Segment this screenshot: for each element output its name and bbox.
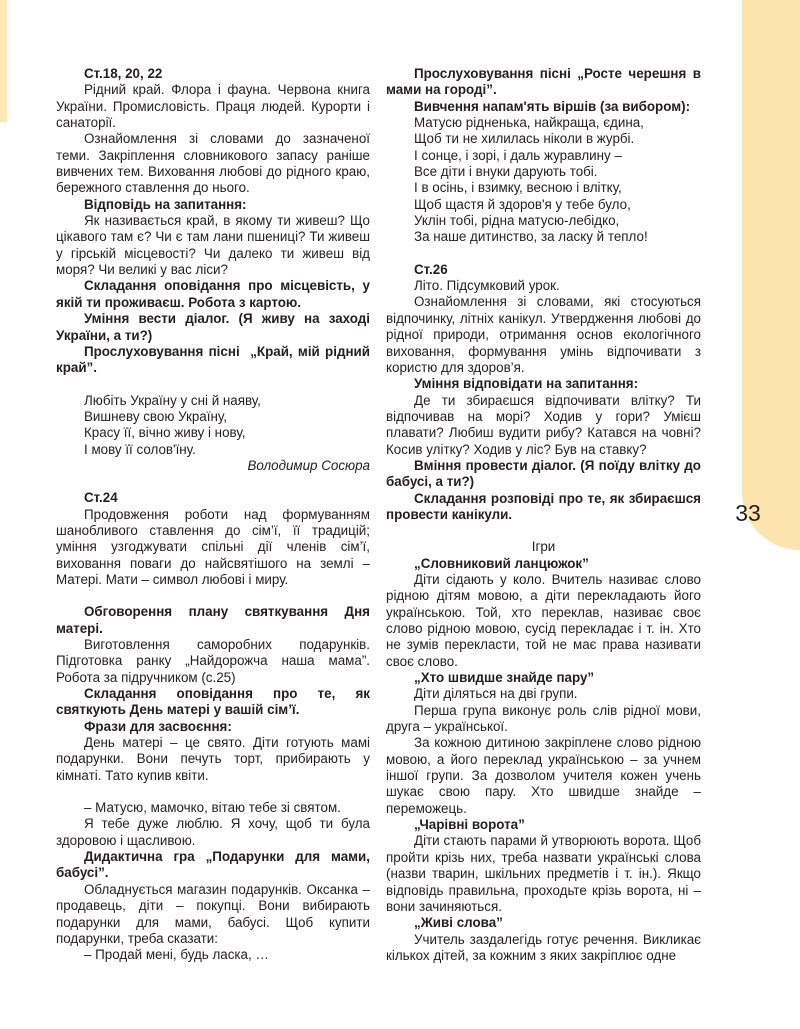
section-topic: Рідний край. Флора і фауна. Червона книга України. Промисловість. Праця людей. Курорти і санаторії.	[56, 82, 370, 131]
poem	[386, 115, 701, 246]
section-heading: Ст.18, 20, 22	[84, 66, 163, 81]
dialog-line: Я тебе дуже люблю. Я хочу, щоб ти була здоровою і щасливою.	[56, 816, 370, 848]
game-title: „Хто швидше знайде пару”	[414, 670, 595, 686]
task-heading: Вивчення напам'ять віршів (за вибором):	[414, 98, 691, 114]
game-text: Учитель заздалегідь готує речення. Викликає кількох дітей, за кожним з яких закріплює одне	[386, 931, 701, 963]
poem-line: Матусю рідненька, найкраща, єдина,	[414, 115, 644, 131]
poem-line: І сонце, і зорі, і даль журавлину –	[414, 147, 622, 163]
page-number: 33	[735, 500, 761, 526]
poem-line: І мову її солов'їну.	[84, 441, 196, 457]
section-heading: Ст.26	[414, 261, 448, 277]
right-edge-tab	[742, 0, 800, 550]
spacer	[56, 377, 370, 393]
task-heading: Фрази для засвоєння:	[84, 718, 232, 734]
game-title: „Живі слова”	[414, 915, 503, 931]
poem-line: Красу її, вічно живу і нову,	[84, 425, 246, 441]
dialog-line: – Матусю, мамочко, вітаю тебе зі святом.	[84, 800, 341, 816]
poem-line: Вишневу свою Україну,	[84, 408, 227, 424]
task-heading: Складання оповідання про місцевість, у якій ти проживаєш. Робота з картою.	[56, 278, 370, 310]
games-heading: Ігри	[531, 539, 556, 555]
poem-line: За наше дитинство, за ласку й тепло!	[414, 229, 648, 245]
left-edge-tab	[0, 0, 7, 122]
spacer	[386, 523, 701, 539]
game-text: Діти стають парами й утворюють ворота. Щоб пройти крізь них, треба назвати українські слова (назви тварин, шкільних предметів і т. ін.). Якщо відповідь правильна, проходьте крізь ворота, ні – вони зачиняються.	[386, 833, 701, 914]
section-goal: Продовження роботи над формуванням шанобливого ставлення до сім’ї, її традицій; уміння узгоджувати спільні дії членів сім’ї, виховання поваги до найсвятішого на землі – Матері. Мати – символ любові і миру.	[56, 506, 370, 587]
game-text: Перша група виконує роль слів рідної мови, друга – української.	[386, 702, 701, 735]
task-heading: Складання розповіді про те, як збираєшся провести канікули.	[386, 490, 701, 522]
spacer	[56, 784, 370, 800]
game-text: Діти діляться на дві групи.	[414, 686, 578, 702]
left-column	[56, 66, 370, 964]
game-text: Діти сідають у коло. Вчитель називає слово рідною дітям мовою, а діти перекладають його українською. Той, хто переклав, називає своє слово рідною мовою, сусід перекладає і т. ін. Хто не зумів перекласти, той не має права називати своє слово.	[386, 571, 701, 669]
section-goal: Ознайомлення зі словами до зазначеної теми. Закріплення словникового запасу раніше вивчених тем. Виховання любові до рідного краю, бережного ставлення до нього.	[56, 131, 370, 196]
task-heading: Прослуховування пісні „Край, мій рідний край”.	[56, 343, 370, 376]
poem-line: Щоб ти не хилилась ніколи в журбі.	[414, 131, 635, 147]
task-heading: Уміння відповідати на запитання:	[414, 376, 639, 392]
spacer	[386, 246, 701, 262]
poem-line: Уклін тобі, рідна матусю-лебідко,	[414, 213, 620, 229]
poem-line: Все діти і внуки дарують тобі.	[414, 164, 598, 180]
task-questions: Де ти збираєшся відпочивати влітку? Ти відпочивав на морі? Ходив у гори? Умієш плавати? Любиш вудити рибу? Катався на човні? Косив улітку? Ходив у ліс? Був на ставку?	[386, 392, 701, 457]
right-column	[386, 66, 701, 964]
section-goal: Ознайомлення зі словами, які стосуються відпочинку, літніх канікул. Утвердження любові до рідної природи, отримання основ екологічного виховання, формування умінь відпочивати з користю для здоров’я.	[386, 294, 701, 375]
poem-line: Щоб щастя й здоров'я у тебе було,	[414, 196, 631, 212]
task-heading: Вміння провести діалог. (Я поїду влітку до бабусі, а ти?)	[386, 457, 701, 490]
task-heading: Дидактична гра „Подарунки для мами, бабусі”.	[56, 849, 370, 881]
task-heading: Відповідь на запитання:	[84, 196, 247, 212]
task-questions: Як називається край, в якому ти живеш? Що цікавого там є? Чи є там лани пшениці? Ти живеш у гірській місцевості? Чи далеко ти живеш від моря? Чи великі у вас ліси?	[56, 213, 370, 278]
section-topic: Літо. Підсумковий урок.	[414, 278, 560, 294]
task-heading: Обговорення плану святкування Дня матері.	[56, 604, 370, 636]
task-text: День матері – це свято. Діти готують мамі подарунки. Вони печуть торт, прибирають у кімнаті. Тато купив квіти.	[56, 735, 370, 783]
game-text: За кожною дитиною закріплене слово рідною мовою, а його переклад українською – за учнем іншої групи. За дозволом учителя кожен учень шукає свою пару. Хто швидше знайде – переможець.	[386, 735, 701, 816]
task-heading: Уміння вести діалог. (Я живу на заході України, а ти?)	[56, 311, 370, 343]
spacer	[56, 474, 370, 490]
poem-line: І в осінь, і взимку, весною і влітку,	[414, 180, 622, 196]
poem-line: Любіть Україну у сні й наяву,	[84, 392, 261, 408]
task-heading: Складання оповідання про те, як святкують День матері у вашій сім’ї.	[56, 686, 370, 718]
spacer	[56, 588, 370, 604]
poem-author: Володимир Сосюра	[247, 457, 370, 473]
game-title: „Чарівні ворота”	[414, 817, 525, 833]
task-text: Виготовлення саморобних подарунків. Підготовка ранку „Найдорожча наша мама”. Робота за підручником (с.25)	[56, 637, 370, 685]
task-text: Обладнується магазин подарунків. Оксанка – продавець, діти – покупці. Вони вибирають подарунки для мами, бабусі. Щоб купити подарунки, треба сказати:	[56, 881, 370, 946]
game-title: „Словниковий ланцюжок”	[414, 555, 589, 571]
section-heading: Ст.24	[84, 490, 118, 506]
task-heading: Прослуховування пісні „Росте черешня в мами на городі”.	[386, 66, 701, 98]
dialog-line: – Продай мені, будь ласка, …	[84, 947, 269, 963]
poem	[56, 393, 370, 458]
